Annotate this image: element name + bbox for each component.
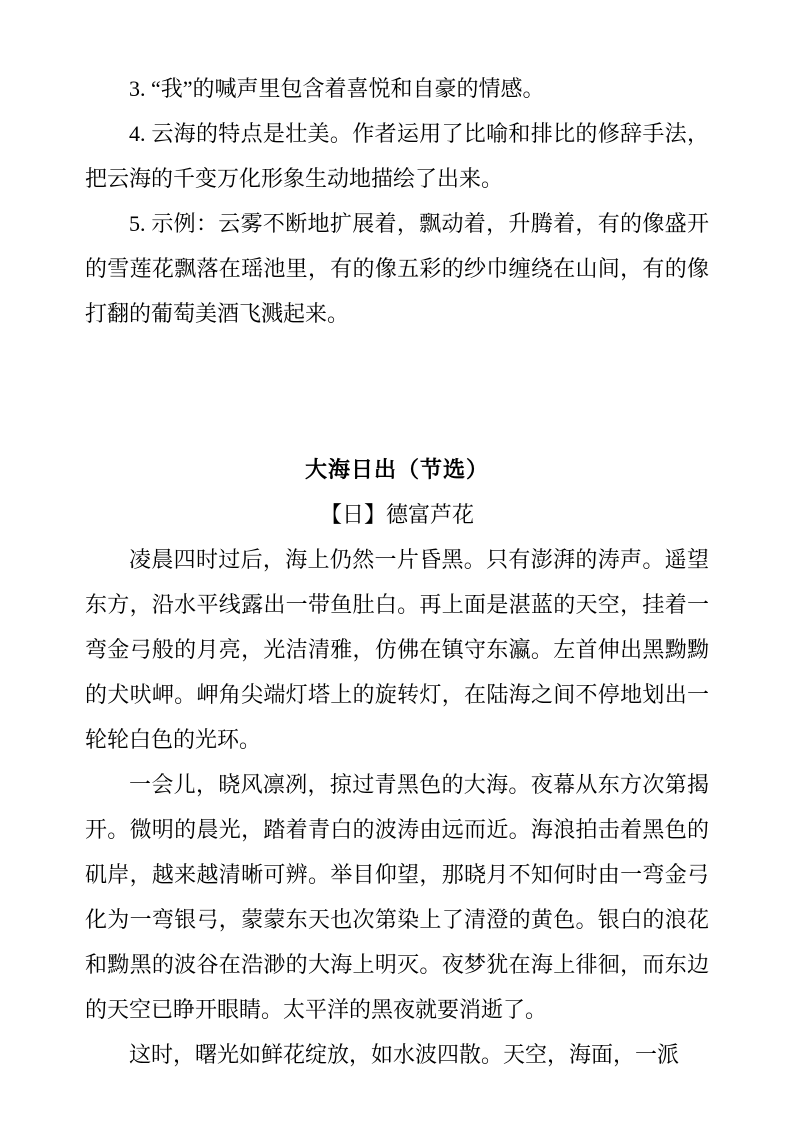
section-gap <box>85 336 709 447</box>
article-paragraph-3: 这时，曙光如鲜花绽放，如水波四散。天空，海面，一派 <box>129 1042 680 1067</box>
answer-item-5: 5. 示例：云雾不断地扩展着，飘动着，升腾着，有的像盛开的雪莲花飘落在瑶池里，有的像五彩的纱巾缠绕在山间，有的像打翻的葡萄美酒飞溅起来。 <box>85 211 709 326</box>
article-author: 【日】德富芦花 <box>319 502 474 527</box>
answer-item-4: 4. 云海的特点是壮美。作者运用了比喻和排比的修辞手法，把云海的千变万化形象生动地描绘了出来。 <box>85 121 709 191</box>
article-paragraph-2: 一会儿，晓风凛冽，掠过青黑色的大海。夜幕从东方次第揭开。微明的晨光，踏着青白的波涛由远而近。海浪拍击着黑色的矶岸，越来越清晰可辨。举目仰望，那晓月不知何时由一弯金弓化为一弯银弓，蒙蒙东天也次第染上了清澄的黄色。银白的浪花和黝黑的波谷在浩渺的大海上明灭。夜梦犹在海上徘徊，而东边的天空已睁开眼睛。太平洋的黑夜就要消逝了。 <box>85 772 709 1022</box>
article-title: 大海日出（节选） <box>304 457 489 482</box>
answer-item-3: 3. “我”的喊声里包含着喜悦和自豪的情感。 <box>129 76 545 101</box>
article-body <box>85 537 709 1077</box>
answers-section <box>85 66 709 336</box>
article-paragraph-1: 凌晨四时过后，海上仍然一片昏黑。只有澎湃的涛声。遥望东方，沿水平线露出一带鱼肚白。再上面是湛蓝的天空，挂着一弯金弓般的月亮，光洁清雅，仿佛在镇守东瀛。左首伸出黑黝黝的犬吠岬。岬角尖端灯塔上的旋转灯，在陆海之间不停地划出一轮轮白色的光环。 <box>85 547 709 752</box>
